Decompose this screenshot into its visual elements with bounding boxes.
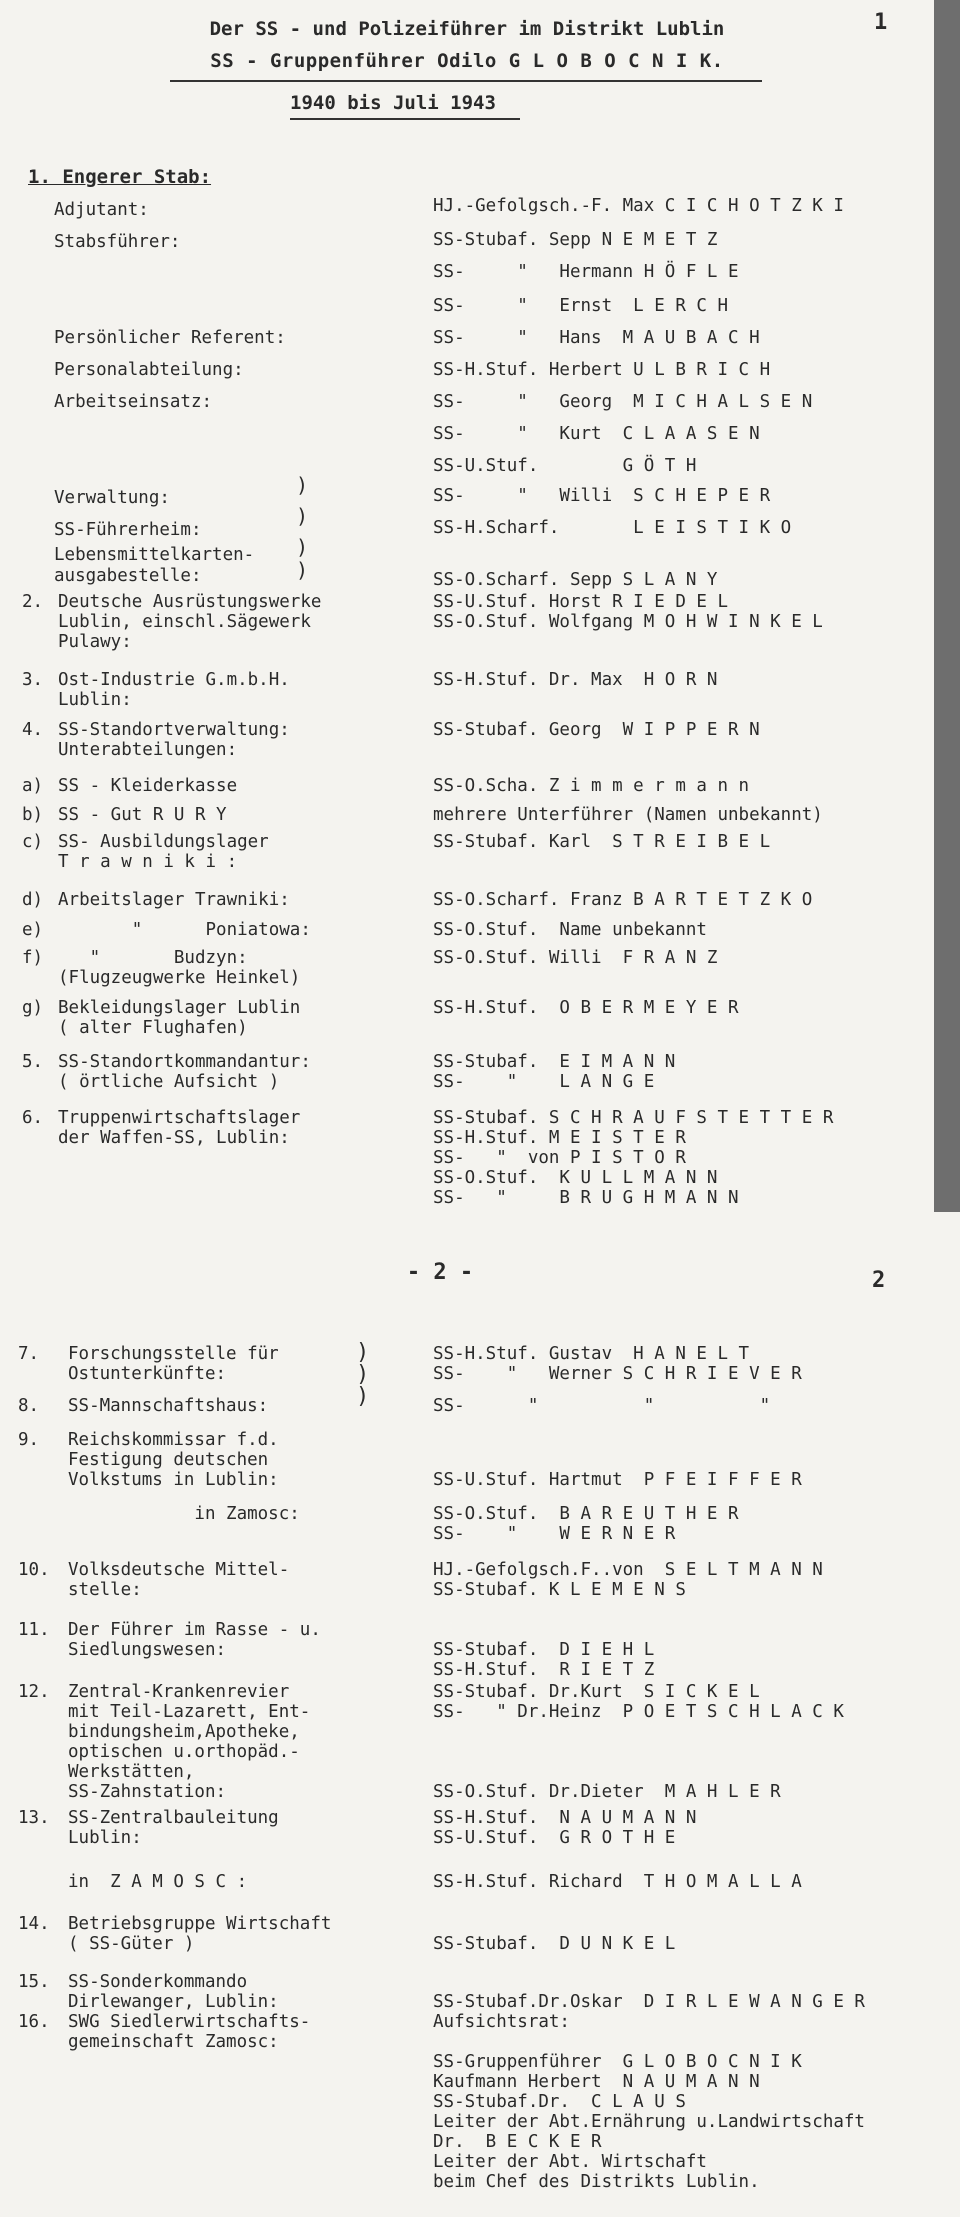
item-label: Der Führer im Rasse - u. xyxy=(68,1620,321,1640)
item-number: 6. xyxy=(22,1108,44,1128)
item-label: stelle: xyxy=(68,1580,142,1600)
entry-label: Stabsführer: xyxy=(54,232,181,252)
item-number: 9. xyxy=(18,1430,40,1450)
item-name: SS-O.Stuf. Willi F R A N Z xyxy=(433,948,718,968)
entry-name: HJ.-Gefolgsch.-F. Max C I C H O T Z K I xyxy=(433,196,844,216)
entry-name: SS-H.Scharf. L E I S T I K O xyxy=(433,518,792,538)
item-number: 5. xyxy=(22,1052,44,1072)
item-name: SS-Stubaf. D U N K E L xyxy=(433,1934,676,1954)
item-label: Lublin: xyxy=(68,1828,142,1848)
item-label: ( SS-Güter ) xyxy=(68,1934,195,1954)
item-number: d) xyxy=(22,890,44,910)
item-label: in Zamosc: xyxy=(68,1504,300,1524)
item-label: SS- Ausbildungslager xyxy=(58,832,269,852)
item-number: c) xyxy=(22,832,44,852)
item-name: SS-H.Stuf. M E I S T E R xyxy=(433,1128,686,1148)
item-name: SS-Stubaf. Karl S T R E I B E L xyxy=(433,832,771,852)
item-label: Lublin, einschl.Sägewerk xyxy=(58,612,311,632)
bracket: ) xyxy=(296,504,309,528)
item-name: beim Chef des Distrikts Lublin. xyxy=(433,2172,760,2192)
entry-name: SS- " Willi S C H E P E R xyxy=(433,486,771,506)
item-label: Ostunterkünfte: xyxy=(68,1364,227,1384)
item-name: SS-U.Stuf. Horst R I E D E L xyxy=(433,592,729,612)
bracket: ) xyxy=(356,1340,370,1365)
bracket: ) xyxy=(356,1362,370,1387)
page-number: 1 xyxy=(874,10,888,35)
section-title: 1. Engerer Stab: xyxy=(28,166,212,188)
item-label: Werkstätten, xyxy=(68,1762,195,1782)
period-underline xyxy=(290,118,520,120)
entry-label: Verwaltung: xyxy=(54,488,170,508)
item-name: SS- " W E R N E R xyxy=(433,1524,676,1544)
item-label: Lublin: xyxy=(58,690,132,710)
item-label: Ost-Industrie G.m.b.H. xyxy=(58,670,290,690)
item-label: optischen u.orthopäd.- xyxy=(68,1742,300,1762)
item-number: a) xyxy=(22,776,44,796)
entry-name: SS- " Kurt C L A A S E N xyxy=(433,424,760,444)
item-name: SS-Stubaf. Dr.Kurt S I C K E L xyxy=(433,1682,760,1702)
bracket: ) xyxy=(296,473,309,497)
item-label: Truppenwirtschaftslager xyxy=(58,1108,301,1128)
item-name: SS- " L A N G E xyxy=(433,1072,655,1092)
item-label: SS-Sonderkommando xyxy=(68,1972,248,1992)
item-label: der Waffen-SS, Lublin: xyxy=(58,1128,290,1148)
item-number: 2. xyxy=(22,592,44,612)
item-name: HJ.-Gefolgsch.F..von S E L T M A N N xyxy=(433,1560,823,1580)
item-label: Unterabteilungen: xyxy=(58,740,238,760)
entry-name: SS-Stubaf. Sepp N E M E T Z xyxy=(433,230,718,250)
entry-label: Personalabteilung: xyxy=(54,360,244,380)
bracket: ) xyxy=(296,535,309,559)
item-name: SS-O.Stuf. K U L L M A N N xyxy=(433,1168,718,1188)
entry-label: ausgabestelle: xyxy=(54,566,202,586)
item-name: SS-O.Scha. Z i m m e r m a n n xyxy=(433,776,750,796)
item-name: SS-H.Stuf. Richard T H O M A L L A xyxy=(433,1872,802,1892)
header-line-2: SS - Gruppenführer Odilo G L O B O C N I K. xyxy=(210,50,724,72)
entry-name: SS-O.Scharf. Sepp S L A N Y xyxy=(433,570,718,590)
item-name: SS-Gruppenführer G L O B O C N I K xyxy=(433,2052,802,2072)
item-name: SS-Stubaf. K L E M E N S xyxy=(433,1580,686,1600)
item-number: g) xyxy=(22,998,44,1018)
item-label: ( alter Flughafen) xyxy=(58,1018,248,1038)
header-rule xyxy=(170,80,762,82)
item-label: Siedlungswesen: xyxy=(68,1640,227,1660)
item-label: SS-Standortverwaltung: xyxy=(58,720,290,740)
item-name: SS-U.Stuf. Hartmut P F E I F F E R xyxy=(433,1470,802,1490)
item-name: SS-O.Stuf. Name unbekannt xyxy=(433,920,707,940)
entry-label: SS-Führerheim: xyxy=(54,520,202,540)
item-label: bindungsheim,Apotheke, xyxy=(68,1722,300,1742)
item-name: SS- " von P I S T O R xyxy=(433,1148,686,1168)
entry-name: SS- " Georg M I C H A L S E N xyxy=(433,392,813,412)
item-label: Festigung deutschen xyxy=(68,1450,269,1470)
item-name: SS-Stubaf. Georg W I P P E R N xyxy=(433,720,760,740)
item-label: Deutsche Ausrüstungswerke xyxy=(58,592,322,612)
item-name: Leiter der Abt. Wirtschaft xyxy=(433,2152,707,2172)
item-label: SS - Kleiderkasse xyxy=(58,776,238,796)
item-label: T r a w n i k i : xyxy=(58,852,238,872)
item-name: mehrere Unterführer (Namen unbekannt) xyxy=(433,805,823,825)
item-name: SS-Stubaf. D I E H L xyxy=(433,1640,655,1660)
item-name: SS- " " " xyxy=(433,1396,771,1416)
item-name: SS- " B R U G H M A N N xyxy=(433,1188,739,1208)
item-number: 4. xyxy=(22,720,44,740)
item-name: SS-O.Stuf. B A R E U T H E R xyxy=(433,1504,739,1524)
page-2 xyxy=(0,1212,960,2217)
entry-name: SS- " Ernst L E R C H xyxy=(433,296,729,316)
item-name: SS-Stubaf.Dr.Oskar D I R L E W A N G E R xyxy=(433,1992,865,2012)
item-name: SS-Stubaf. S C H R A U F S T E T T E R xyxy=(433,1108,834,1128)
item-label: Volksdeutsche Mittel- xyxy=(68,1560,290,1580)
item-number: 14. xyxy=(18,1914,50,1934)
item-label: Dirlewanger, Lublin: xyxy=(68,1992,279,2012)
entry-label: Persönlicher Referent: xyxy=(54,328,286,348)
item-label: ( örtliche Aufsicht ) xyxy=(58,1072,280,1092)
item-label: Volkstums in Lublin: xyxy=(68,1470,279,1490)
item-label: Reichskommissar f.d. xyxy=(68,1430,279,1450)
item-label: " Budzyn: xyxy=(58,948,248,968)
item-label: (Flugzeugwerke Heinkel) xyxy=(58,968,301,988)
item-name: SS-Stubaf.Dr. C L A U S xyxy=(433,2092,686,2112)
item-label: in Z A M O S C : xyxy=(68,1872,248,1892)
item-name: Kaufmann Herbert N A U M A N N xyxy=(433,2072,760,2092)
entry-name: SS- " Hermann H Ö F L E xyxy=(433,262,739,282)
item-label: SS - Gut R U R Y xyxy=(58,805,227,825)
item-name: SS- " Werner S C H R I E V E R xyxy=(433,1364,802,1384)
item-number: 10. xyxy=(18,1560,50,1580)
item-label: SS-Zahnstation: xyxy=(68,1782,227,1802)
item-number: 13. xyxy=(18,1808,50,1828)
item-label: Pulawy: xyxy=(58,632,132,652)
item-label: SS-Standortkommandantur: xyxy=(58,1052,311,1072)
item-label: Forschungsstelle für xyxy=(68,1344,279,1364)
item-name: SS-H.Stuf. O B E R M E Y E R xyxy=(433,998,739,1018)
entry-label: Arbeitseinsatz: xyxy=(54,392,213,412)
entry-name: SS-U.Stuf. G Ö T H xyxy=(433,456,697,476)
item-number: 16. xyxy=(18,2012,50,2032)
item-name: Leiter der Abt.Ernährung u.Landwirtschaft xyxy=(433,2112,865,2132)
entry-name: SS-H.Stuf. Herbert U L B R I C H xyxy=(433,360,771,380)
item-label: Betriebsgruppe Wirtschaft xyxy=(68,1914,332,1934)
item-label: gemeinschaft Zamosc: xyxy=(68,2032,279,2052)
item-name: SS-U.Stuf. G R O T H E xyxy=(433,1828,676,1848)
item-name: Aufsichtsrat: xyxy=(433,2012,570,2032)
entry-name: SS- " Hans M A U B A C H xyxy=(433,328,760,348)
item-label: " Poniatowa: xyxy=(58,920,311,940)
item-number: 3. xyxy=(22,670,44,690)
item-label: Zentral-Krankenrevier xyxy=(68,1682,290,1702)
item-label: Bekleidungslager Lublin xyxy=(58,998,301,1018)
item-name: SS-O.Scharf. Franz B A R T E T Z K O xyxy=(433,890,813,910)
item-number: 7. xyxy=(18,1344,40,1364)
item-name: SS-H.Stuf. R I E T Z xyxy=(433,1660,655,1680)
item-name: SS-Stubaf. E I M A N N xyxy=(433,1052,676,1072)
period: 1940 bis Juli 1943 xyxy=(290,92,496,114)
item-name: SS-O.Stuf. Dr.Dieter M A H L E R xyxy=(433,1782,781,1802)
item-label: SS-Mannschaftshaus: xyxy=(68,1396,269,1416)
item-name: SS-H.Stuf. N A U M A N N xyxy=(433,1808,697,1828)
item-number: 12. xyxy=(18,1682,50,1702)
item-number: 15. xyxy=(18,1972,50,1992)
item-label: mit Teil-Lazarett, Ent- xyxy=(68,1702,311,1722)
item-number: 8. xyxy=(18,1396,40,1416)
bracket: ) xyxy=(296,558,309,582)
header-line-1: Der SS - und Polizeiführer im Distrikt Lublin xyxy=(209,18,725,40)
bracket: ) xyxy=(356,1384,370,1409)
entry-label: Lebensmittelkarten- xyxy=(54,545,255,565)
item-name: SS-O.Stuf. Wolfgang M O H W I N K E L xyxy=(433,612,823,632)
item-number: e) xyxy=(22,920,44,940)
item-number: f) xyxy=(22,948,44,968)
item-number: 11. xyxy=(18,1620,50,1640)
page-center-label: - 2 - xyxy=(406,1260,474,1285)
item-name: SS- " Dr.Heinz P O E T S C H L A C K xyxy=(433,1702,844,1722)
page-number: 2 xyxy=(872,1268,886,1293)
item-name: SS-H.Stuf. Gustav H A N E L T xyxy=(433,1344,750,1364)
item-label: SWG Siedlerwirtschafts- xyxy=(68,2012,311,2032)
entry-label: Adjutant: xyxy=(54,200,149,220)
item-name: Dr. B E C K E R xyxy=(433,2132,602,2152)
item-name: SS-H.Stuf. Dr. Max H O R N xyxy=(433,670,718,690)
item-label: Arbeitslager Trawniki: xyxy=(58,890,290,910)
item-number: b) xyxy=(22,805,44,825)
item-label: SS-Zentralbauleitung xyxy=(68,1808,279,1828)
